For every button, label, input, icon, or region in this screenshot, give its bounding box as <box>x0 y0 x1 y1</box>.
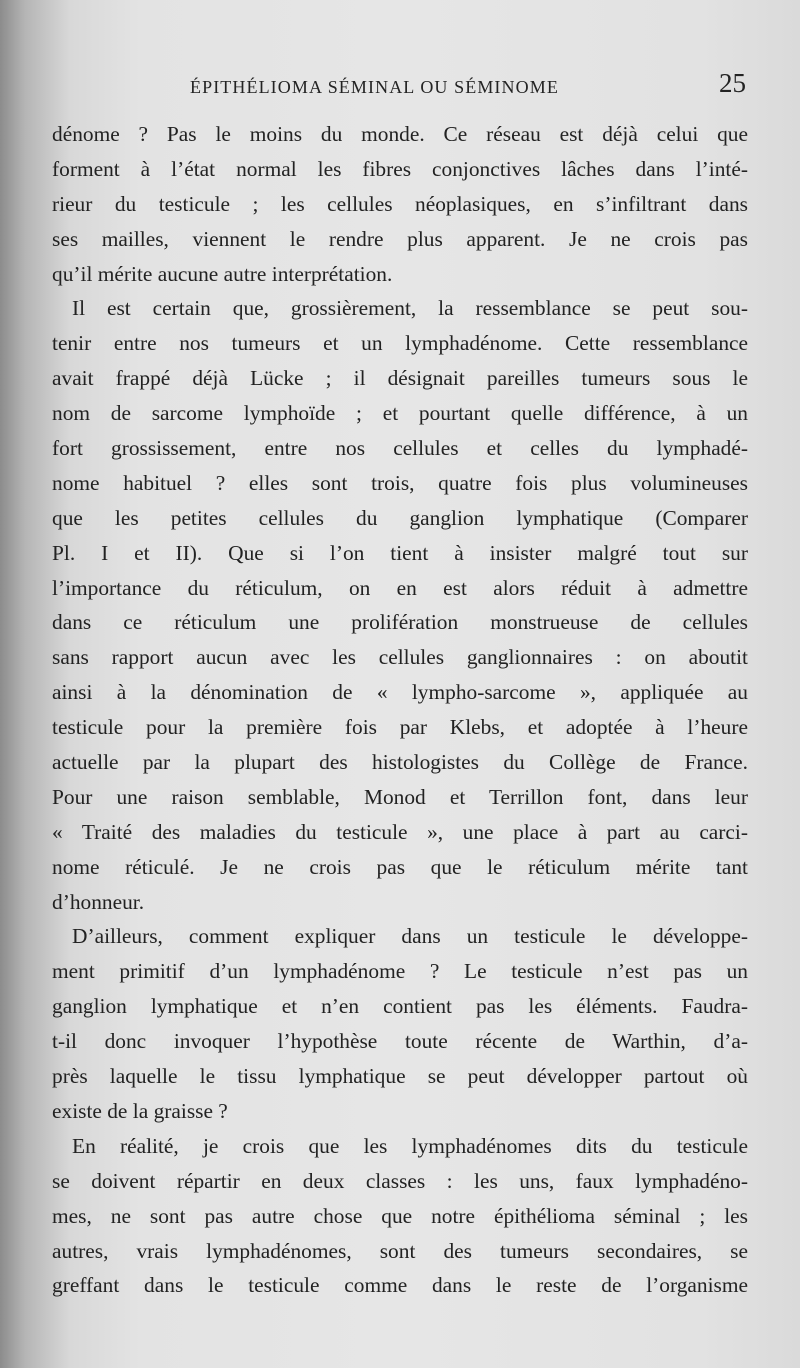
text-line: l’importance du réticulum, on en est alors réduit à admettre <box>52 575 748 600</box>
text-line: se doivent répartir en deux classes : les uns, faux lymphadéno- <box>52 1168 748 1193</box>
text-line: « Traité des maladies du testicule », une place à part au carci- <box>52 819 748 844</box>
text-line: près laquelle le tissu lymphatique se peut développer partout où <box>52 1064 748 1089</box>
running-title: ÉPITHÉLIOMA SÉMINAL OU SÉMINOME <box>190 77 559 97</box>
text-line: autres, vrais lymphadénomes, sont des tumeurs secondaires, se <box>52 1238 748 1263</box>
text-line: ses mailles, viennent le rendre plus apparent. Je ne crois pas <box>52 226 748 251</box>
text-line: rieur du testicule ; les cellules néoplasiques, en s’infiltrant dans <box>52 191 748 216</box>
text-line: ganglion lymphatique et n’en contient pas les éléments. Faudra- <box>52 994 748 1019</box>
text-line: ainsi à la dénomination de « lympho-sarcome », appliquée au <box>52 680 748 705</box>
text-line: Pl. I et II). Que si l’on tient à insister malgré tout sur <box>52 540 748 565</box>
text-line: greffant dans le testicule comme dans le reste de l’organisme <box>52 1273 748 1298</box>
body-text <box>52 117 748 1303</box>
text-line: nom de sarcome lymphoïde ; et pourtant quelle différence, à un <box>52 401 748 426</box>
page-number: 25 <box>719 68 746 98</box>
text-line: testicule pour la première fois par Klebs, et adoptée à l’heure <box>52 715 748 740</box>
text-line: t-il donc invoquer l’hypothèse toute récente de Warthin, d’a- <box>52 1029 748 1054</box>
text-line: nome réticulé. Je ne crois pas que le réticulum mérite tant <box>52 854 748 879</box>
text-line: avait frappé déjà Lücke ; il désignait pareilles tumeurs sous le <box>52 366 748 391</box>
text-line: forment à l’état normal les fibres conjonctives lâches dans l’inté- <box>52 156 748 181</box>
running-head <box>52 68 746 108</box>
text-line: dans ce réticulum une prolifération monstrueuse de cellules <box>52 610 748 635</box>
text-line: En réalité, je crois que les lymphadénomes dits du testicule <box>72 1133 748 1158</box>
text-line: que les petites cellules du ganglion lymphatique (Comparer <box>52 505 748 530</box>
text-line: fort grossissement, entre nos cellules et celles du lymphadé- <box>52 436 748 461</box>
text-line: tenir entre nos tumeurs et un lymphadénome. Cette ressemblance <box>52 331 748 356</box>
text-line: Il est certain que, grossièrement, la ressemblance se peut sou- <box>72 296 748 321</box>
text-line: nome habituel ? elles sont trois, quatre fois plus volumineuses <box>52 470 748 495</box>
text-line: actuelle par la plupart des histologistes du Collège de France. <box>52 750 748 775</box>
text-line: ment primitif d’un lymphadénome ? Le testicule n’est pas un <box>52 959 748 984</box>
text-line: qu’il mérite aucune autre interprétation. <box>52 261 393 286</box>
text-line: sans rapport aucun avec les cellules ganglionnaires : on aboutit <box>52 645 748 670</box>
text-line: Pour une raison semblable, Monod et Terrillon font, dans leur <box>52 784 748 809</box>
text-line: d’honneur. <box>52 889 145 914</box>
text-line: existe de la graisse ? <box>52 1098 228 1123</box>
text-line: D’ailleurs, comment expliquer dans un testicule le développe- <box>72 924 748 949</box>
text-line: mes, ne sont pas autre chose que notre épithélioma séminal ; les <box>52 1203 748 1228</box>
text-line: dénome ? Pas le moins du monde. Ce réseau est déjà celui que <box>52 122 748 146</box>
